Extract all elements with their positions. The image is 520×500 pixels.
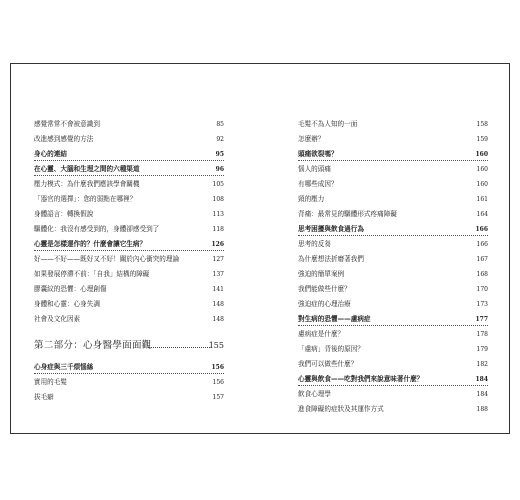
- toc-entry[interactable]: [34, 132, 224, 147]
- toc-entry-title: 有哪些成因？: [298, 180, 338, 188]
- toc-chapter-entry[interactable]: [34, 147, 224, 162]
- toc-page-number: 158: [476, 121, 488, 128]
- book-page: [10, 63, 510, 434]
- toc-page-number: 159: [476, 136, 488, 143]
- toc-entry-title: 膠囊紋的恐懼：心理創傷: [34, 285, 107, 293]
- toc-entry-title: 拔毛癖: [34, 393, 54, 401]
- toc-page-number: 184: [476, 391, 488, 398]
- toc-entry-title: 驅體化：我沒有感受到的，身體卻感受到了: [34, 225, 160, 233]
- toc-entry-title: 強迫的簡單案例: [298, 270, 345, 278]
- toc-left-column: [34, 117, 224, 405]
- toc-entry-title: 毛髮不為人知的一面: [298, 120, 358, 128]
- toc-chapter-entry[interactable]: [34, 360, 224, 375]
- toc-entry-title: 心身症與三千煩惱絲: [34, 363, 94, 371]
- toc-page-number: 166: [476, 241, 488, 248]
- toc-entry-title: 身體語言：轉換假說: [34, 210, 94, 218]
- toc-entry-title: 我們能做些什麼？: [298, 285, 351, 293]
- toc-page-number: 160: [475, 151, 488, 158]
- toc-entry-title: 進食障礙的症狀及其運作方式: [298, 405, 384, 413]
- toc-entry-title: 思考困擾與飲食過行為: [298, 225, 364, 233]
- toc-entry-title: 對生病的恐懼——慮病症: [298, 315, 371, 323]
- toc-entry-title: 改進感到感覺的方法: [34, 135, 94, 143]
- toc-entry[interactable]: [34, 207, 224, 222]
- toc-entry[interactable]: [298, 237, 488, 252]
- toc-entry-title: 身心的連結: [34, 150, 67, 158]
- toc-page-number: 160: [476, 166, 488, 173]
- toc-page-number: 156: [212, 379, 224, 386]
- part-page-number: 155: [208, 341, 224, 350]
- toc-entry-title: 「慮病」背後的原因？: [298, 345, 364, 353]
- part-title: 第二部分：心身醫學面面觀: [34, 340, 152, 351]
- toc-entry[interactable]: [34, 117, 224, 132]
- toc-entry[interactable]: [298, 297, 488, 312]
- toc-entry-title: 頭痛欲裂嗎？: [298, 150, 338, 158]
- toc-entry[interactable]: [298, 177, 488, 192]
- toc-entry-title: 背痛：最常見的驅體形式疼痛障礙: [298, 210, 397, 218]
- toc-page-number: 182: [476, 361, 488, 368]
- toc-page-number: 184: [475, 376, 488, 383]
- toc-entry[interactable]: [298, 342, 488, 357]
- toc-page-number: 177: [475, 316, 488, 323]
- toc-page-number: 126: [211, 241, 224, 248]
- toc-entry[interactable]: [298, 162, 488, 177]
- toc-entry-title: 飲食心理學: [298, 390, 331, 398]
- dot-leader: [148, 347, 210, 348]
- toc-page-number: 170: [476, 286, 488, 293]
- toc-entry[interactable]: [34, 312, 224, 327]
- toc-page-number: 95: [215, 151, 224, 158]
- toc-entry[interactable]: [298, 327, 488, 342]
- toc-page-number: 105: [212, 181, 224, 188]
- toc-entry[interactable]: [298, 207, 488, 222]
- toc-entry-title: 感覺常常不會被意識到: [34, 120, 100, 128]
- toc-entry-title: 我們可以做些什麼？: [298, 360, 358, 368]
- toc-entry[interactable]: [34, 222, 224, 237]
- toc-page-number: 179: [476, 346, 488, 353]
- toc-entry[interactable]: [34, 390, 224, 405]
- toc-entry-title: 怎麼辦？: [298, 135, 325, 143]
- toc-page-number: 188: [476, 406, 488, 413]
- toc-page-number: 113: [212, 211, 224, 218]
- toc-entry-title: 壓力模式：為什麼我們應該學會關機: [34, 180, 140, 188]
- toc-entry[interactable]: [298, 192, 488, 207]
- toc-entry[interactable]: [298, 267, 488, 282]
- toc-page-number: 160: [476, 181, 488, 188]
- toc-entry-title: 慮病症是什麼？: [298, 330, 345, 338]
- toc-entry-title: 心靈是怎樣運作的？什麼會讓它生病？: [34, 240, 147, 248]
- toc-page-number: 157: [212, 394, 224, 401]
- toc-page-number: 141: [212, 286, 224, 293]
- toc-chapter-entry[interactable]: [34, 237, 224, 252]
- toc-entry[interactable]: [298, 282, 488, 297]
- toc-entry[interactable]: [34, 252, 224, 267]
- toc-entry[interactable]: [298, 117, 488, 132]
- toc-entry[interactable]: [34, 177, 224, 192]
- toc-entry-title: 社會及文化因素: [34, 315, 81, 323]
- toc-page-number: 85: [216, 121, 224, 128]
- toc-chapter-entry[interactable]: [298, 222, 488, 237]
- toc-page-number: 148: [212, 316, 224, 323]
- toc-page-number: 168: [476, 271, 488, 278]
- toc-chapter-entry[interactable]: [298, 312, 488, 327]
- toc-entry[interactable]: [34, 267, 224, 282]
- toc-chapter-entry[interactable]: [298, 372, 488, 387]
- toc-page-number: 178: [476, 331, 488, 338]
- toc-page-number: 127: [212, 256, 224, 263]
- toc-page-number: 166: [475, 226, 488, 233]
- toc-entry-title: 思考的反芻: [298, 240, 331, 248]
- toc-entry[interactable]: [298, 402, 488, 417]
- toc-entry-title: 好——不好——既好又不好！關於內心衝突的理論: [34, 255, 180, 263]
- toc-page-number: 148: [212, 301, 224, 308]
- toc-entry-title: 實用的毛髮: [34, 378, 67, 386]
- toc-entry-title: 在心靈、大腦和生理之間的六種渠道: [34, 165, 140, 173]
- toc-page-number: 92: [216, 136, 224, 143]
- toc-right-column: [298, 117, 488, 417]
- toc-page-number: 137: [212, 271, 224, 278]
- toc-entry-title: 為什麼想法折磨著我們: [298, 255, 364, 263]
- toc-chapter-entry[interactable]: [298, 147, 488, 162]
- toc-right-list: [298, 117, 488, 417]
- toc-page-number: 164: [476, 211, 488, 218]
- toc-page-number: 108: [212, 196, 224, 203]
- toc-entry-title: 惱人的頭痛: [298, 165, 331, 173]
- toc-entry[interactable]: [34, 282, 224, 297]
- toc-entry-title: 身體和心靈：心身失調: [34, 300, 100, 308]
- toc-page-number: 161: [476, 196, 488, 203]
- toc-entry[interactable]: [34, 192, 224, 207]
- toc-page-number: 173: [476, 301, 488, 308]
- toc-entry-title: 如果發展停滯不前：「自我」結構的障礙: [34, 270, 150, 278]
- toc-left-list: [34, 117, 224, 327]
- toc-chapter-entry[interactable]: [34, 162, 224, 177]
- toc-entry[interactable]: [298, 357, 488, 372]
- toc-page-number: 156: [211, 364, 224, 371]
- toc-entry[interactable]: [34, 375, 224, 390]
- toc-entry-title: 強迫症的心理治療: [298, 300, 351, 308]
- toc-entry[interactable]: [298, 252, 488, 267]
- toc-part-heading[interactable]: [34, 335, 224, 357]
- toc-left-list-2: [34, 360, 224, 405]
- toc-entry-title: 「器官的選擇」：您的弱點在哪裡？: [34, 195, 137, 203]
- toc-page-number: 118: [212, 226, 224, 233]
- toc-entry[interactable]: [34, 297, 224, 312]
- toc-entry-title: 頸的壓力: [298, 195, 325, 203]
- toc-entry[interactable]: [298, 132, 488, 147]
- toc-entry[interactable]: [298, 387, 488, 402]
- toc-page-number: 167: [476, 256, 488, 263]
- toc-entry-title: 心靈與飲食——吃對我們來說意味著什麼？: [298, 375, 424, 383]
- toc-page-number: 96: [215, 166, 224, 173]
